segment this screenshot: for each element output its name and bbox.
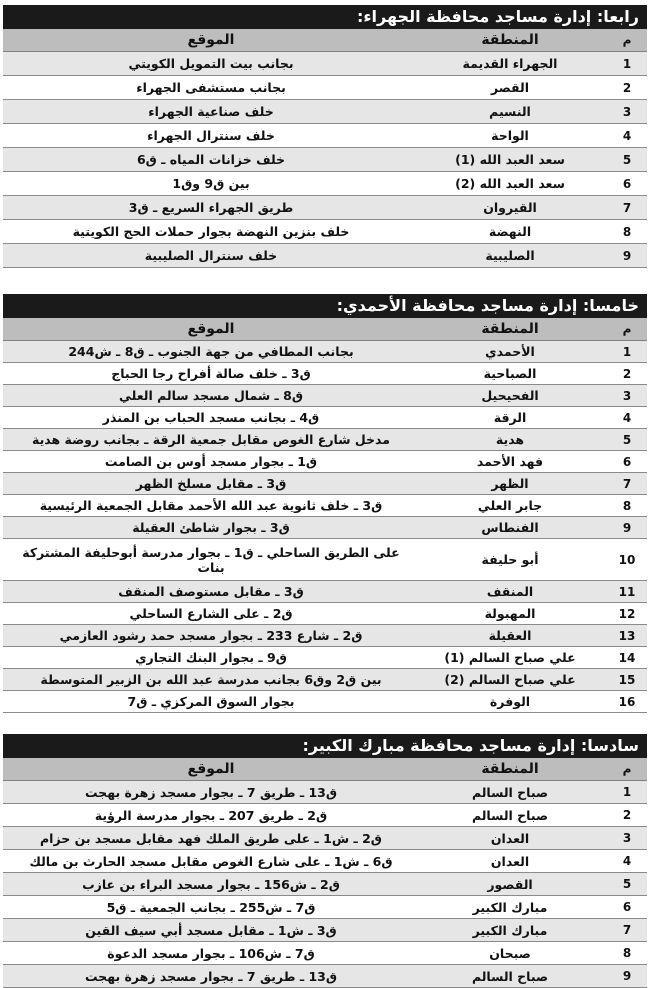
row-location: ق2 ـ شارع 233 ـ بجوار مسجد حمد رشود العازمي: [59, 628, 363, 643]
row-area: صباح السالم: [471, 784, 549, 800]
row-number: 7: [622, 200, 632, 215]
row-number: 8: [622, 946, 632, 960]
table-row: [3, 244, 647, 268]
section-table: [3, 294, 647, 713]
row-location: ق6 ـ ش1 ـ على شارع الغوص مقابل مسجد الحارث بن مالك: [29, 853, 393, 869]
table-row: [3, 625, 647, 647]
row-number: 12: [618, 606, 636, 621]
row-location: خلف سنترال الجهراء: [147, 128, 275, 143]
row-location: ق2 ـ على الشارع الساحلي: [129, 606, 293, 621]
header-number: م: [622, 33, 632, 47]
row-number: 3: [622, 104, 632, 119]
table-row: [3, 429, 647, 451]
row-number: 4: [622, 128, 632, 143]
row-area: الصباحية: [483, 366, 537, 381]
header-area: المنطقة: [481, 761, 539, 777]
table-row: [3, 942, 647, 965]
row-location: ق9 ـ بجوار البنك التجاري: [135, 650, 287, 665]
row-area: المهبولة: [484, 606, 536, 621]
section-title: رابعا: إدارة مساجد محافظة الجهراء:: [3, 5, 647, 29]
table-row: [3, 965, 647, 988]
table-row: [3, 220, 647, 244]
row-number: 5: [622, 432, 632, 447]
row-number: 2: [622, 808, 632, 822]
header-number: م: [622, 762, 632, 776]
row-area: علي صباح السالم (2): [444, 672, 576, 687]
row-location: ق2 ـ طريق 207 ـ بجوار مدرسة الرؤية: [94, 807, 328, 823]
row-area: القيروان: [483, 200, 537, 215]
header-area: المنطقة: [481, 32, 539, 48]
table-header: [3, 29, 647, 52]
table-row: [3, 100, 647, 124]
row-number: 9: [622, 520, 632, 535]
row-location: ق2 ـ ش1 ـ على طريق الملك فهد مقابل مسجد بن حزام: [40, 830, 382, 846]
row-location: بجانب مستشفى الجهراء: [136, 80, 286, 95]
row-area: الجهراء القديمة: [462, 56, 558, 71]
row-number: 8: [622, 224, 632, 239]
row-area: القصور: [487, 876, 533, 892]
row-location: ق3 ـ مقابل مستوصف المنقف: [118, 584, 304, 599]
row-location: ق1 ـ بجوار مسجد أوس بن الصامت: [104, 454, 318, 469]
table-row: [3, 827, 647, 850]
row-number: 14: [618, 650, 636, 665]
table-row: [3, 196, 647, 220]
row-location: بجانب المطافي من جهة الجنوب ـ ق8 ـ ش244: [68, 344, 354, 359]
row-number: 3: [622, 388, 632, 403]
table-row: [3, 691, 647, 713]
row-location: ق3 ـ خلف ثانوية عبد الله الأحمد مقابل الجمعية الرئيسية: [39, 498, 383, 513]
row-area: علي صباح السالم (1): [444, 650, 576, 665]
table-header: [3, 318, 647, 341]
row-number: 2: [622, 80, 632, 95]
table-row: [3, 896, 647, 919]
table-row: [3, 76, 647, 100]
row-location: ق8 ـ شمال مسجد سالم العلي: [118, 388, 304, 403]
row-location: بجوار السوق المركزي ـ ق7: [127, 694, 295, 709]
row-location: ق2 ـ ش156 ـ بجوار مسجد البراء بن عازب: [82, 876, 340, 892]
row-number: 6: [622, 454, 632, 469]
row-location: على الطريق الساحلي ـ ق1 ـ بجوار مدرسة أبوحليفة المشتركة بنات: [22, 544, 400, 575]
table-row: [3, 473, 647, 495]
table-row: [3, 873, 647, 896]
row-number: 5: [622, 877, 632, 891]
row-area: الصليبية: [485, 248, 535, 263]
table-row: [3, 451, 647, 473]
table-row: [3, 669, 647, 691]
row-location: ق3 ـ بجوار شاطئ العقيلة: [132, 520, 290, 535]
row-area: الأحمدي: [485, 344, 535, 359]
row-location: ق4 ـ بجانب مسجد الحباب بن المنذر: [102, 410, 320, 425]
row-number: 1: [622, 344, 632, 359]
table-row: [3, 581, 647, 603]
row-area: الفحيحيل: [481, 388, 539, 403]
row-number: 10: [618, 552, 636, 567]
table-row: [3, 647, 647, 669]
row-area: القصر: [490, 80, 530, 95]
row-location: طريق الجهراء السريع ـ ق3: [128, 200, 294, 215]
row-area: جابر العلي: [477, 498, 543, 513]
table-row: [3, 850, 647, 873]
row-location: مدخل شارع الغوص مقابل جمعية الرقة ـ بجانب روضة هدية: [32, 432, 391, 447]
row-area: مبارك الكبير: [472, 922, 548, 938]
table-row: [3, 517, 647, 539]
table-row: [3, 148, 647, 172]
table-row: [3, 385, 647, 407]
row-location: ق13 ـ طريق 7 ـ بجوار مسجد زهرة بهجت: [84, 968, 338, 984]
row-number: 6: [622, 176, 632, 191]
row-location: ق13 ـ طريق 7 ـ بجوار مسجد زهرة بهجت: [84, 784, 338, 800]
header-location: الموقع: [187, 760, 235, 777]
row-number: 4: [622, 854, 632, 868]
table-row: [3, 781, 647, 804]
row-location: خلف بنزين النهضة بجوار حملات الحج الكويتية: [72, 224, 350, 239]
row-number: 5: [622, 152, 632, 167]
row-area: العقيلة: [488, 628, 532, 643]
row-area: فهد الأحمد: [476, 454, 544, 469]
row-number: 4: [622, 410, 632, 425]
row-location: خلف سنترال الصليبية: [144, 248, 278, 263]
row-number: 6: [622, 900, 632, 914]
section-title: سادسا: إدارة مساجد محافظة مبارك الكبير:: [3, 734, 647, 758]
row-area: النسيم: [489, 104, 531, 119]
row-number: 16: [618, 694, 636, 709]
row-location: بين ق2 وق6 بجانب مدرسة عبد الله بن الزبير المتوسطة: [40, 672, 382, 687]
row-area: صباح السالم: [471, 968, 549, 984]
table-row: [3, 363, 647, 385]
section-table: [3, 734, 647, 988]
row-number: 13: [618, 628, 636, 643]
table-row: [3, 495, 647, 517]
row-number: 7: [622, 923, 632, 937]
row-location: ق7 ـ ش106 ـ بجوار مسجد الدعوة: [107, 945, 315, 961]
row-location: ق3 ـ ش1 ـ مقابل مسجد أبي سيف القين: [85, 922, 337, 938]
row-number: 8: [622, 498, 632, 513]
table-row: [3, 407, 647, 429]
section-title: خامسا: إدارة مساجد محافظة الأحمدي:: [3, 294, 647, 318]
row-location: خلف خزانات المياه ـ ق6: [136, 152, 286, 167]
row-area: المنقف: [486, 584, 534, 599]
row-area: سعد العبد الله (1): [455, 152, 565, 167]
row-number: 1: [622, 56, 632, 71]
row-area: صباح السالم: [471, 807, 549, 823]
table-row: [3, 919, 647, 942]
row-area: الرقة: [493, 410, 527, 425]
header-area: المنطقة: [481, 321, 539, 337]
row-number: 3: [622, 831, 632, 845]
row-area: الظهر: [491, 476, 529, 491]
row-area: الواحة: [491, 128, 529, 143]
row-area: هدية: [495, 432, 525, 447]
row-location: خلف صناعية الجهراء: [148, 104, 274, 119]
row-number: 7: [622, 476, 632, 491]
row-number: 9: [622, 248, 632, 263]
table-header: [3, 758, 647, 781]
row-number: 2: [622, 366, 632, 381]
row-location: ق3 ـ مقابل مسلخ الظهر: [135, 476, 287, 491]
row-area: مبارك الكبير: [472, 899, 548, 915]
row-location: بين ق9 وق1: [172, 176, 250, 191]
table-row: [3, 539, 647, 581]
header-location: الموقع: [187, 320, 235, 337]
row-number: 9: [622, 969, 632, 983]
header-number: م: [622, 322, 632, 336]
table-row: [3, 172, 647, 196]
header-location: الموقع: [187, 31, 235, 48]
table-row: [3, 804, 647, 827]
row-area: العدان: [490, 853, 530, 869]
table-row: [3, 124, 647, 148]
row-area: سعد العبد الله (2): [455, 176, 565, 191]
section-table: [3, 5, 647, 268]
row-area: العدان: [490, 830, 530, 846]
row-area: الوفرة: [489, 694, 531, 709]
row-area: النهضة: [488, 224, 532, 239]
row-location: بجانب بيت التمويل الكويتي: [128, 56, 294, 71]
table-row: [3, 341, 647, 363]
row-number: 1: [622, 785, 632, 799]
row-area: صبحان: [489, 945, 531, 961]
row-location: ق7 ـ ش255 ـ بجانب الجمعية ـ ق5: [106, 899, 316, 915]
row-location: ق3 ـ خلف صالة أفراح رجا الحباج: [111, 366, 311, 381]
row-area: الفنطاس: [481, 520, 539, 535]
table-row: [3, 52, 647, 76]
row-area: أبو حليفة: [481, 552, 539, 567]
row-number: 15: [618, 672, 636, 687]
table-row: [3, 603, 647, 625]
row-number: 11: [618, 584, 636, 599]
